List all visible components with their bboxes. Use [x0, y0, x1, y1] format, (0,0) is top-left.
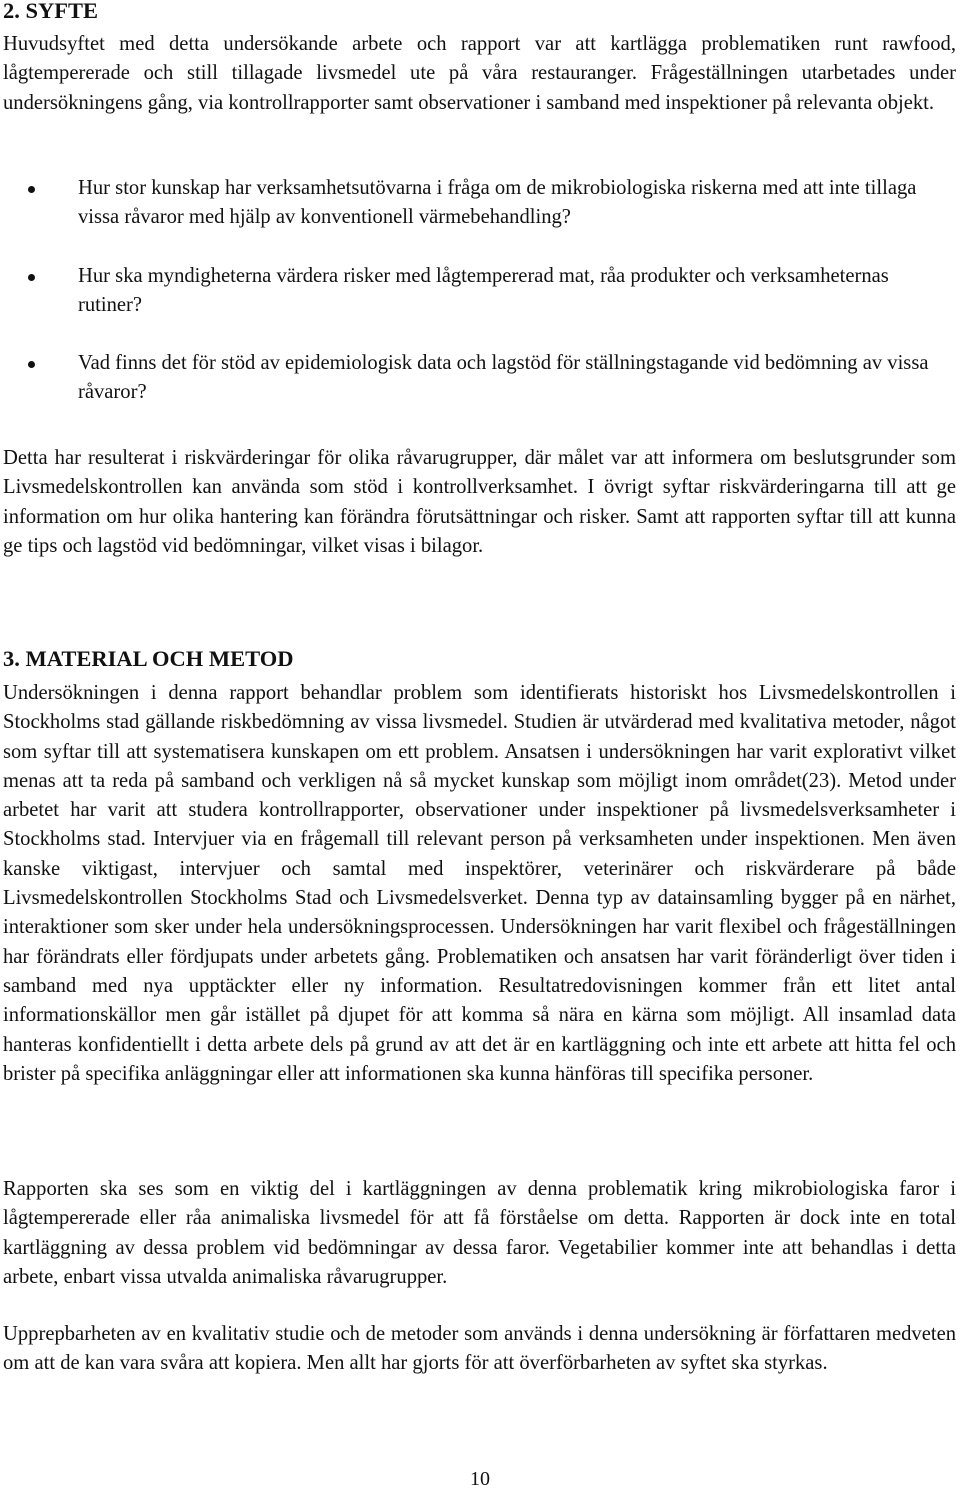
section-heading-syfte: 2. SYFTE [3, 0, 99, 23]
list-item [3, 174, 956, 233]
metod-paragraph-3: Upprepbarheten av en kvalitativ studie och de metoder som används i denna undersökning är författaren medveten om att de kan vara svåra att kopiera. Men allt har gjorts för att överförbarheten av syftet ska styrkas. [3, 1323, 956, 1375]
list-item-text: Hur stor kunskap har verksamhetsutövarna i fråga om de mikrobiologiska riskerna med att inte tillaga vissa råvaror med hjälp av konventionell värmebehandling? [78, 177, 917, 229]
list-item [3, 349, 956, 408]
metod-paragraph-2: Rapporten ska ses som en viktig del i kartläggningen av denna problematik kring mikrobiologiska faror i lågtempererade eller råa animaliska livsmedel för att få förståelse om detta. Rapporten är dock inte en total kartläggning av dessa problem vid bedömningar av dessa faror. Vegetabilier kommer inte att behandlas i detta arbete, enbart vissa utvalda animaliska råvarugrupper. [3, 1178, 956, 1288]
list-item-text: Vad finns det för stöd av epidemiologisk data och lagstöd för ställningstagande vid bedömning av vissa råvaror? [78, 352, 929, 404]
list-item-text: Hur ska myndigheterna värdera risker med lågtempererad mat, råa produkter och verksamheternas rutiner? [78, 264, 889, 316]
bullet-icon [28, 361, 35, 368]
syfte-intro-paragraph: Huvudsyftet med detta undersökande arbete och rapport var att kartlägga problematiken runt rawfood, lågtempererade och still tillagade livsmedel ute på våra restauranger. Frågeställningen utarbetades under undersökningens gång, via kontrollrapporter samt observationer i samband med inspektioner på relevanta objekt. [3, 33, 956, 114]
bullet-icon [28, 186, 35, 193]
list-item [3, 262, 956, 321]
syfte-conclusion-paragraph: Detta har resulterat i riskvärderingar för olika råvarugrupper, där målet var att informera om beslutsgrunder som Livsmedelskontrollen kan använda som stöd i kontrollverksamhet. I övrigt syftar riskvärderingarna till att ge information om hur olika hantering kan förändra förutsättningar och risker. Samt att rapporten syftar till att kunna ge tips och lagstöd vid bedömningar, vilket visas i bilagor. [3, 447, 956, 557]
research-questions-list [3, 174, 956, 437]
section-heading-material-och-metod: 3. MATERIAL OCH METOD [3, 646, 294, 671]
page-number: 10 [470, 1468, 490, 1490]
metod-paragraph-1: Undersökningen i denna rapport behandlar problem som identifierats historiskt hos Livsmedelskontrollen i Stockholms stad gällande riskbedömning av vissa livsmedel. Studien är utvärderad med kvalitativa metoder, något som syftar till att systematisera kunskapen om ett problem. Ansatsen i undersökningen har varit explorativt vilket menas att ta reda på samband och verkligen nå så mycket kunskap som möjligt inom området(23). Metod under arbetet har varit att studera kontrollrapporter, observationer under inspektioner på livsmedelsverksamheter i Stockholms stad. Intervjuer via en frågemall till relevant person på verksamheten under inspektionen. Men även kanske viktigast, intervjuer och samtal med inspektörer, veterinärer och riskvärderare på både Livsmedelskontrollen Stockholms Stad och Livsmedelsverket. Denna typ av datainsamling bygger på en närhet, interaktioner som sker under hela undersökningsprocessen. Undersökningen har varit flexibel och frågeställningen har förändrats eller fördjupats under arbetets gång. Problematiken och ansatsen har varit föränderligt över tiden i samband med nya upptäckter eller ny information. Resultatredovisningen kommer från ett litet antal informationskällor men går istället på djupet för att komma så nära en kärna som möjligt. All insamlad data hanteras konfidentiellt i detta arbete dels på grund av att det är en kartläggning och inte ett arbete att hitta fel och brister på specifika anläggningar eller att informationen ska kunna hänföras till specifika personer. [3, 682, 956, 1085]
bullet-icon [28, 274, 35, 281]
